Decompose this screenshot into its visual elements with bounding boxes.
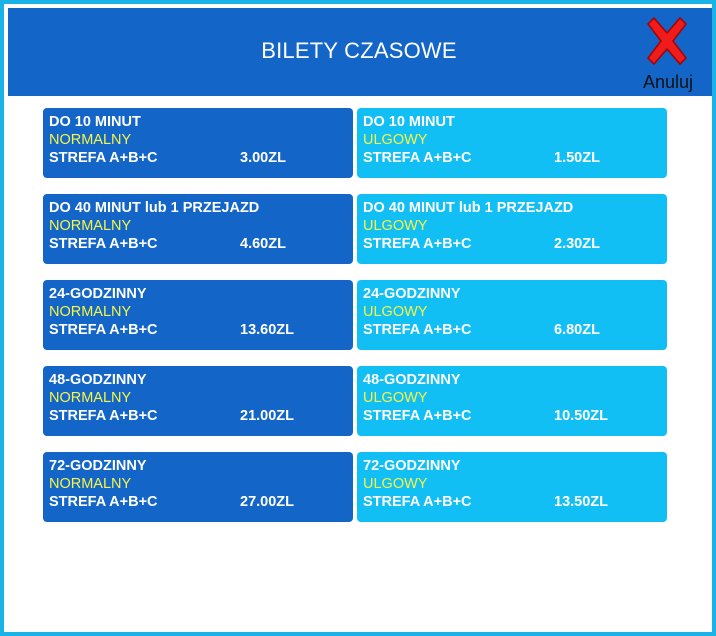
ticket-type: ULGOWY [363,132,428,148]
ticket-type: ULGOWY [363,218,428,234]
ticket-tile-normal[interactable] [43,452,353,522]
ticket-duration: DO 40 MINUT lub 1 PRZEJAZD [363,200,574,216]
cancel-button[interactable] [634,12,706,94]
ticket-type: ULGOWY [363,390,428,406]
ticket-duration: 48-GODZINNY [49,372,147,388]
ticket-price: 21.00ZL [240,408,294,424]
ticket-zone: STREFA A+B+C [49,494,158,510]
page-title: BILETY CZASOWE [261,38,457,63]
ticket-duration: 24-GODZINNY [363,286,461,302]
ticket-duration: 24-GODZINNY [49,286,147,302]
ticket-duration: 48-GODZINNY [363,372,461,388]
ticket-zone: STREFA A+B+C [49,150,158,166]
ticket-type: NORMALNY [49,132,132,148]
ticket-tile-reduced[interactable] [357,452,667,522]
ticket-zone: STREFA A+B+C [363,236,472,252]
ticket-tile-reduced[interactable] [357,108,667,178]
ticket-duration: 72-GODZINNY [363,458,461,474]
ticket-price: 13.50ZL [554,494,608,510]
ticket-tile-normal[interactable] [43,280,353,350]
ticket-type: ULGOWY [363,476,428,492]
ticket-zone: STREFA A+B+C [363,408,472,424]
ticket-duration: 72-GODZINNY [49,458,147,474]
ticket-tile-reduced[interactable] [357,366,667,436]
ticket-zone: STREFA A+B+C [363,494,472,510]
ticket-duration: DO 10 MINUT [363,114,455,130]
cancel-label: Anuluj [642,72,694,92]
ticket-price: 3.00ZL [240,150,286,166]
ticket-tile-reduced[interactable] [357,194,667,264]
ticket-type: NORMALNY [49,218,132,234]
ticket-type: ULGOWY [363,304,428,320]
ticket-price: 2.30ZL [554,236,600,252]
ticket-type: NORMALNY [49,390,132,406]
ticket-zone: STREFA A+B+C [49,236,158,252]
ticket-type: NORMALNY [49,304,132,320]
close-icon [644,14,690,68]
ticket-tile-normal[interactable] [43,366,353,436]
ticket-zone: STREFA A+B+C [363,150,472,166]
ticket-zone: STREFA A+B+C [363,322,472,338]
ticket-price: 1.50ZL [554,150,600,166]
ticket-tile-normal[interactable] [43,108,353,178]
ticket-zone: STREFA A+B+C [49,408,158,424]
ticket-tile-normal[interactable] [43,194,353,264]
ticket-price: 13.60ZL [240,322,294,338]
ticket-price: 10.50ZL [554,408,608,424]
ticket-type: NORMALNY [49,476,132,492]
ticket-zone: STREFA A+B+C [49,322,158,338]
ticket-price: 6.80ZL [554,322,600,338]
ticket-duration: DO 10 MINUT [49,114,141,130]
ticket-duration: DO 40 MINUT lub 1 PRZEJAZD [49,200,260,216]
ticket-price: 27.00ZL [240,494,294,510]
ticket-tile-reduced[interactable] [357,280,667,350]
ticket-price: 4.60ZL [240,236,286,252]
